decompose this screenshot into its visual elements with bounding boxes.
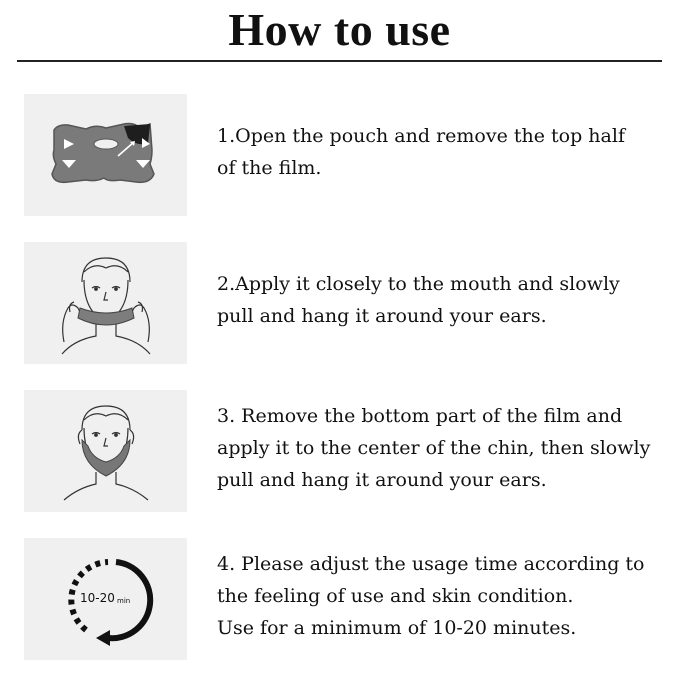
- timer-label: 10-20: [80, 591, 115, 605]
- step-3: [24, 390, 664, 512]
- step-3-image: [24, 390, 187, 512]
- face-wearing-chin-mask-icon: [24, 390, 187, 512]
- timer-unit: min: [117, 597, 131, 605]
- step-4: [24, 538, 664, 660]
- step-2-line-1: 2.Apply it closely to the mouth and slowly: [217, 273, 620, 295]
- step-3-text: [217, 400, 657, 496]
- title-divider: [17, 60, 662, 62]
- mask-film-pouch-icon: [24, 94, 187, 216]
- face-applying-mask-icon: [24, 242, 187, 364]
- step-2-text: [217, 268, 657, 332]
- step-4-line-3: Use for a minimum of 10-20 minutes.: [217, 617, 577, 639]
- step-1-image: [24, 94, 187, 216]
- step-1-line-1: 1.Open the pouch and remove the top half: [217, 125, 625, 147]
- step-4-line-2: the feeling of use and skin condition.: [217, 585, 574, 607]
- step-2-line-2: pull and hang it around your ears.: [217, 305, 547, 327]
- step-4-line-1: 4. Please adjust the usage time according to: [217, 553, 645, 575]
- step-4-image: [24, 538, 187, 660]
- step-1-line-2: of the film.: [217, 157, 322, 179]
- timer-icon: [24, 538, 187, 660]
- page-title: How to use: [228, 4, 451, 55]
- step-1: [24, 94, 664, 216]
- step-4-text: [217, 548, 657, 644]
- step-2-image: [24, 242, 187, 364]
- step-3-line-1: 3. Remove the bottom part of the film and: [217, 405, 623, 427]
- step-2: [24, 242, 664, 364]
- step-1-text: [217, 120, 657, 184]
- step-3-line-2: apply it to the center of the chin, then slowly: [217, 437, 651, 459]
- step-3-line-3: pull and hang it around your ears.: [217, 469, 547, 491]
